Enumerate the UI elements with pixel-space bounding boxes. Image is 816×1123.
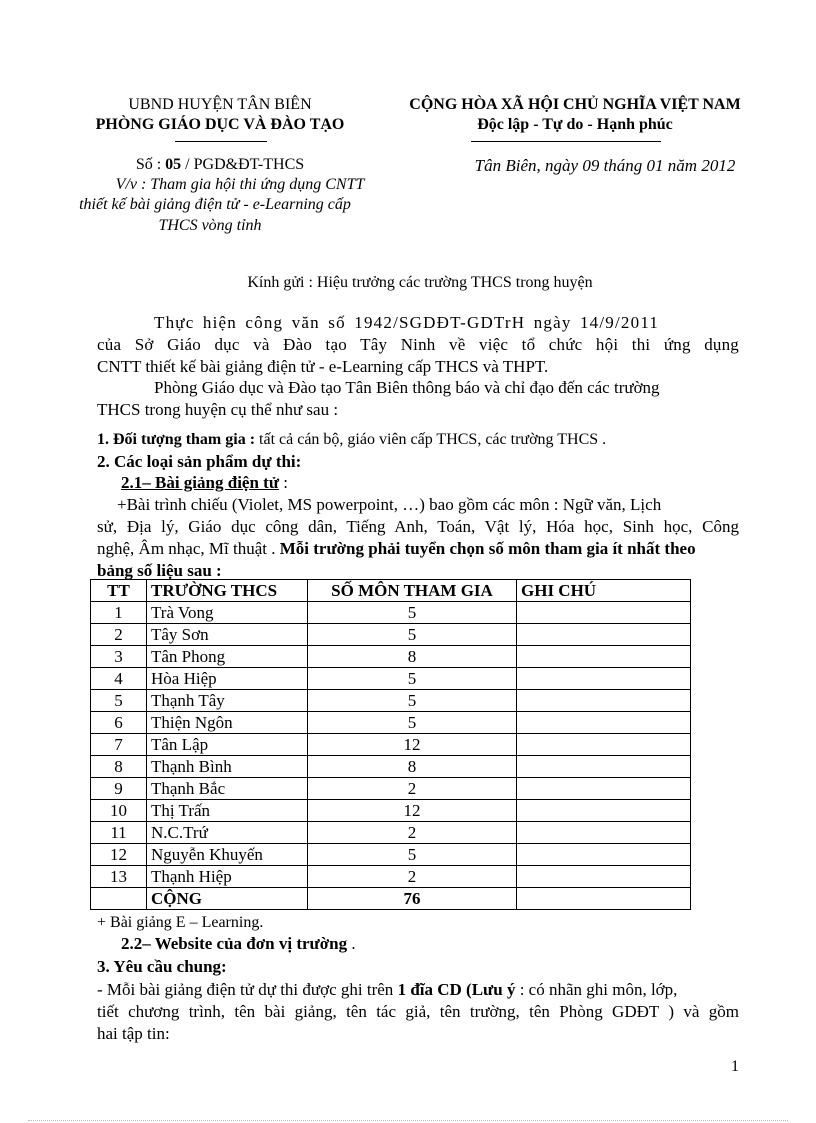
section-2-2 bbox=[121, 934, 356, 954]
paragraph-1 bbox=[97, 312, 739, 378]
row-note bbox=[517, 690, 691, 712]
row-note bbox=[517, 866, 691, 888]
row-count: 5 bbox=[308, 844, 517, 866]
requirements-line-1 bbox=[97, 979, 739, 1001]
row-count: 12 bbox=[308, 800, 517, 822]
bullet-line-3 bbox=[97, 538, 739, 560]
row-count: 2 bbox=[308, 822, 517, 844]
bullet-line-3-text: nghệ, Âm nhạc, Mĩ thuật . bbox=[97, 539, 280, 558]
section-2-2-dot: . bbox=[347, 934, 356, 953]
header-left-org-1: UBND HUYỆN TÂN BIÊN bbox=[128, 96, 312, 113]
row-note bbox=[517, 624, 691, 646]
row-note bbox=[517, 646, 691, 668]
row-count: 2 bbox=[308, 778, 517, 800]
subject-line-2: thiết kế bài giảng điện tử - e-Learning cấp bbox=[79, 196, 351, 213]
elearning-line: + Bài giảng E – Learning. bbox=[97, 914, 264, 931]
row-tt: 5 bbox=[91, 690, 147, 712]
bullet-line-1: +Bài trình chiếu (Violet, MS powerpoint, …) bao gồm các môn : Ngữ văn, Lịch bbox=[117, 495, 662, 514]
row-count: 12 bbox=[308, 734, 517, 756]
requirements-line-1-text: - Mỗi bài giảng điện tử dự thi được ghi trên bbox=[97, 980, 398, 999]
table-row bbox=[91, 602, 691, 624]
row-note bbox=[517, 712, 691, 734]
table-row bbox=[91, 646, 691, 668]
paragraph-1-line-1: Thực hiện công văn số 1942/SGDĐT-GDTrH ngày 14/9/2011 bbox=[154, 313, 660, 332]
bullet-paragraph bbox=[97, 494, 739, 582]
row-count: 5 bbox=[308, 668, 517, 690]
section-1 bbox=[97, 431, 606, 449]
doc-no-suffix: / PGD&ĐT-THCS bbox=[181, 156, 305, 173]
section-2-1-label: 2.1– Bài giảng điện tử bbox=[121, 473, 280, 492]
table-total-row bbox=[91, 888, 691, 910]
paragraph-1-line-3: CNTT thiết kế bài giảng điện tử - e-Learning cấp THCS và THPT. bbox=[97, 357, 549, 376]
bullet-line-4: bảng số liệu sau : bbox=[97, 561, 222, 580]
table-header-tt: TT bbox=[91, 580, 147, 602]
row-school: Tân Lập bbox=[147, 734, 308, 756]
header-motto: Độc lập - Tự do - Hạnh phúc bbox=[477, 116, 673, 133]
requirements-line-1-emphasis: 1 đĩa CD (Lưu ý bbox=[397, 980, 516, 999]
row-school: Thạnh Hiệp bbox=[147, 866, 308, 888]
table-header-count: SỐ MÔN THAM GIA bbox=[308, 580, 517, 602]
section-1-text: tất cả cán bộ, giáo viên cấp THCS, các trường THCS . bbox=[255, 431, 607, 448]
row-note bbox=[517, 602, 691, 624]
row-school: Tây Sơn bbox=[147, 624, 308, 646]
paragraph-2-line-1: Phòng Giáo dục và Đào tạo Tân Biên thông báo và chỉ đạo đến các trường bbox=[154, 378, 660, 397]
section-1-label: 1. Đối tượng tham gia : bbox=[97, 431, 256, 448]
participation-table bbox=[90, 579, 691, 910]
requirements-line-2: tiết chương trình, tên bài giảng, tên tác giả, tên trường, tên Phòng GDĐT ) và gồm bbox=[97, 1002, 739, 1021]
table-header-note: GHI CHÚ bbox=[517, 580, 691, 602]
row-school: Thạnh Bình bbox=[147, 756, 308, 778]
row-note bbox=[517, 778, 691, 800]
row-note bbox=[517, 822, 691, 844]
page-number: 1 bbox=[731, 1058, 739, 1075]
table-row bbox=[91, 800, 691, 822]
table-row bbox=[91, 756, 691, 778]
table-row bbox=[91, 712, 691, 734]
table-header-school: TRƯỜNG THCS bbox=[147, 580, 308, 602]
requirements-line-3: hai tập tin: bbox=[97, 1024, 170, 1043]
document-date: Tân Biên, ngày 09 tháng 01 năm 2012 bbox=[474, 156, 736, 175]
subject-line-1: V/v : Tham gia hội thi ứng dụng CNTT bbox=[115, 176, 365, 193]
row-count: 8 bbox=[308, 756, 517, 778]
requirements-line-1-tail: : có nhãn ghi môn, lớp, bbox=[515, 980, 678, 999]
row-school: Hòa Hiệp bbox=[147, 668, 308, 690]
doc-no-prefix: Số : bbox=[135, 156, 166, 173]
doc-no-value: 05 bbox=[165, 156, 182, 173]
requirements-paragraph bbox=[97, 979, 739, 1045]
row-count: 5 bbox=[308, 624, 517, 646]
row-note bbox=[517, 800, 691, 822]
row-count: 5 bbox=[308, 690, 517, 712]
row-tt: 2 bbox=[91, 624, 147, 646]
row-tt: 8 bbox=[91, 756, 147, 778]
row-tt: 9 bbox=[91, 778, 147, 800]
table-row bbox=[91, 668, 691, 690]
page-break-line bbox=[28, 1120, 788, 1121]
total-value: 76 bbox=[308, 888, 517, 910]
table-row bbox=[91, 778, 691, 800]
row-note bbox=[517, 734, 691, 756]
section-2-1 bbox=[121, 473, 288, 493]
header-left-rule bbox=[175, 141, 267, 142]
row-note bbox=[517, 844, 691, 866]
row-tt: 12 bbox=[91, 844, 147, 866]
section-2-2-label: 2.2– Website của đơn vị trường bbox=[121, 934, 348, 953]
row-tt: 3 bbox=[91, 646, 147, 668]
recipient-line: Kính gửi : Hiệu trưởng các trường THCS trong huyện bbox=[247, 274, 593, 291]
row-count: 5 bbox=[308, 602, 517, 624]
row-tt: 1 bbox=[91, 602, 147, 624]
row-tt: 10 bbox=[91, 800, 147, 822]
table-row bbox=[91, 734, 691, 756]
table-row bbox=[91, 822, 691, 844]
table-row bbox=[91, 624, 691, 646]
bullet-line-2: sử, Địa lý, Giáo dục công dân, Tiếng Anh, Toán, Vật lý, Hóa học, Sinh học, Công bbox=[97, 517, 739, 536]
row-note bbox=[517, 756, 691, 778]
table-header-row bbox=[91, 580, 691, 602]
row-school: N.C.Trứ bbox=[147, 822, 308, 844]
row-note bbox=[517, 668, 691, 690]
row-school: Thị Trấn bbox=[147, 800, 308, 822]
row-count: 8 bbox=[308, 646, 517, 668]
paragraph-2 bbox=[97, 377, 739, 421]
row-school: Thạnh Bắc bbox=[147, 778, 308, 800]
header-right-rule bbox=[471, 141, 661, 142]
row-tt: 6 bbox=[91, 712, 147, 734]
row-school: Trà Vong bbox=[147, 602, 308, 624]
table-row bbox=[91, 866, 691, 888]
total-note bbox=[517, 888, 691, 910]
row-school: Tân Phong bbox=[147, 646, 308, 668]
total-label: CỘNG bbox=[147, 888, 308, 910]
subject-line-3: THCS vòng tỉnh bbox=[158, 217, 262, 234]
row-count: 2 bbox=[308, 866, 517, 888]
section-3-heading: 3. Yêu cầu chung: bbox=[97, 957, 227, 976]
row-tt: 13 bbox=[91, 866, 147, 888]
row-count: 5 bbox=[308, 712, 517, 734]
row-tt: 7 bbox=[91, 734, 147, 756]
table-row bbox=[91, 690, 691, 712]
header-national-title: CỘNG HÒA XÃ HỘI CHỦ NGHĨA VIỆT NAM bbox=[409, 96, 741, 113]
document-number bbox=[70, 156, 370, 174]
total-tt bbox=[91, 888, 147, 910]
header-left-org-2: PHÒNG GIÁO DỤC VÀ ĐÀO TẠO bbox=[95, 116, 345, 133]
bullet-line-3-emphasis: Mỗi trường phải tuyển chọn số môn tham gia ít nhất theo bbox=[279, 539, 696, 558]
section-2-1-colon: : bbox=[279, 473, 289, 492]
row-school: Thiện Ngôn bbox=[147, 712, 308, 734]
paragraph-2-line-2: THCS trong huyện cụ thể như sau : bbox=[97, 400, 339, 419]
table-row bbox=[91, 844, 691, 866]
section-2-heading: 2. Các loại sản phẩm dự thi: bbox=[97, 452, 302, 471]
row-school: Thạnh Tây bbox=[147, 690, 308, 712]
row-tt: 4 bbox=[91, 668, 147, 690]
row-school: Nguyễn Khuyến bbox=[147, 844, 308, 866]
row-tt: 11 bbox=[91, 822, 147, 844]
paragraph-1-line-2: của Sở Giáo dục và Đào tạo Tây Ninh về việc tổ chức hội thi ứng dụng bbox=[97, 335, 739, 354]
